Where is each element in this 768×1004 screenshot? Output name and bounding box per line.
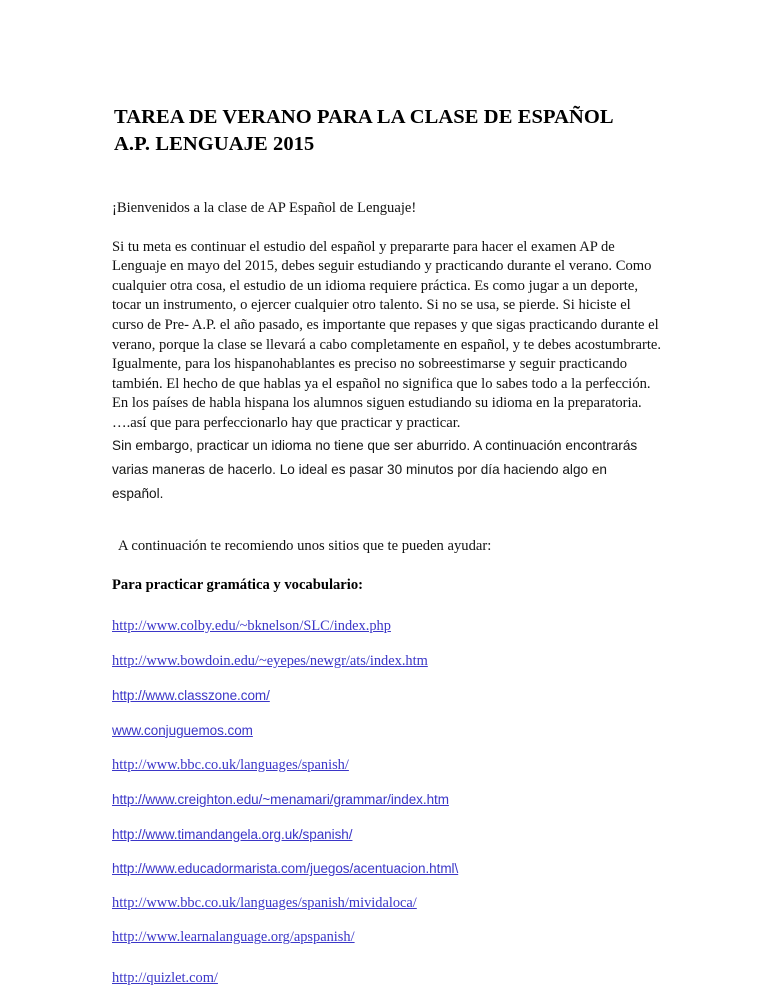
list-item — [112, 686, 662, 721]
greeting-paragraph: ¡Bienvenidos a la clase de AP Español de Lenguaje! — [112, 200, 417, 216]
spacer-after-greeting — [112, 219, 662, 238]
spacer-after-subheading — [112, 595, 662, 617]
list-item — [112, 928, 662, 969]
resource-link[interactable]: http://www.colby.edu/~bknelson/SLC/index.php — [112, 618, 391, 635]
recommendation-intro: A continuación te recomiendo unos sitios que te pueden ayudar: — [118, 537, 492, 554]
list-item — [112, 894, 662, 929]
list-item — [112, 969, 662, 1004]
resource-link[interactable]: http://quizlet.com/ — [112, 970, 218, 987]
body-paragraph-sans: Sin embargo, practicar un idioma no tiene que ser aburrido. A continuación encontrarás varias maneras de hacerlo. Lo ideal es pasar 30 minutos por día haciendo algo en español. — [112, 437, 638, 501]
resource-link[interactable]: http://www.classzone.com/ — [112, 688, 270, 704]
list-item — [112, 825, 662, 860]
list-item — [112, 756, 662, 791]
list-item — [112, 721, 662, 756]
body-paragraph-serif: Si tu meta es continuar el estudio del español y prepararte para hacer el examen AP de Lenguaje en mayo del 2015, debes seguir estudiando y practicando durante el verano. Como cualquier otra cosa, el estudio de un idioma requiere práctica. Es como jugar a un deporte, tocar un instrumento, o ejercer cualquier otro talento. Si no se usa, se pierde. Si hiciste el curso de Pre- A.P. el año pasado, es importante que repases y que sigas practicando durante el verano, porque la clase se llevará a cabo completamente en español, y te debes acostumbrarte. Igualmente, para los hispanohablantes es preciso no sobreestimarse y seguir practicando también. El hecho de que hablas ya el español no significa que lo sabes todo a la perfección. En los países de habla hispana los alumnos siguen estudiando su idioma en la preparatoria. ….así que para perfeccionarlo hay que practicar y practicar. — [112, 238, 662, 431]
list-item — [112, 859, 662, 894]
resource-link[interactable]: http://www.creighton.edu/~menamari/grammar/index.htm — [112, 792, 449, 808]
list-item — [112, 790, 662, 825]
resource-link[interactable]: http://www.educadormarista.com/juegos/acentuacion.html\ — [112, 861, 459, 877]
spacer-before-greeting — [112, 158, 662, 199]
section-subheading: Para practicar gramática y vocabulario: — [112, 577, 364, 594]
page-title: TAREA DE VERANO PARA LA CLASE DE ESPAÑOL A.P. LENGUAJE 2015 — [114, 106, 613, 155]
resource-link-list — [112, 617, 662, 1004]
resource-link[interactable]: http://www.bbc.co.uk/languages/spanish/ — [112, 756, 349, 773]
resource-link[interactable]: http://www.learnalanguage.org/apspanish/ — [112, 929, 355, 946]
document-content — [112, 104, 662, 1004]
resource-link[interactable]: http://www.bbc.co.uk/languages/spanish/mividaloca/ — [112, 894, 417, 911]
resource-link[interactable]: www.conjuguemos.com — [112, 722, 253, 738]
spacer-after-body — [112, 506, 662, 537]
spacer-after-recommend — [112, 556, 662, 576]
list-item — [112, 652, 662, 687]
resource-link[interactable]: http://www.timandangela.org.uk/spanish/ — [112, 826, 353, 842]
resource-link[interactable]: http://www.bowdoin.edu/~eyepes/newgr/ats/index.htm — [112, 652, 428, 669]
list-item — [112, 617, 662, 652]
